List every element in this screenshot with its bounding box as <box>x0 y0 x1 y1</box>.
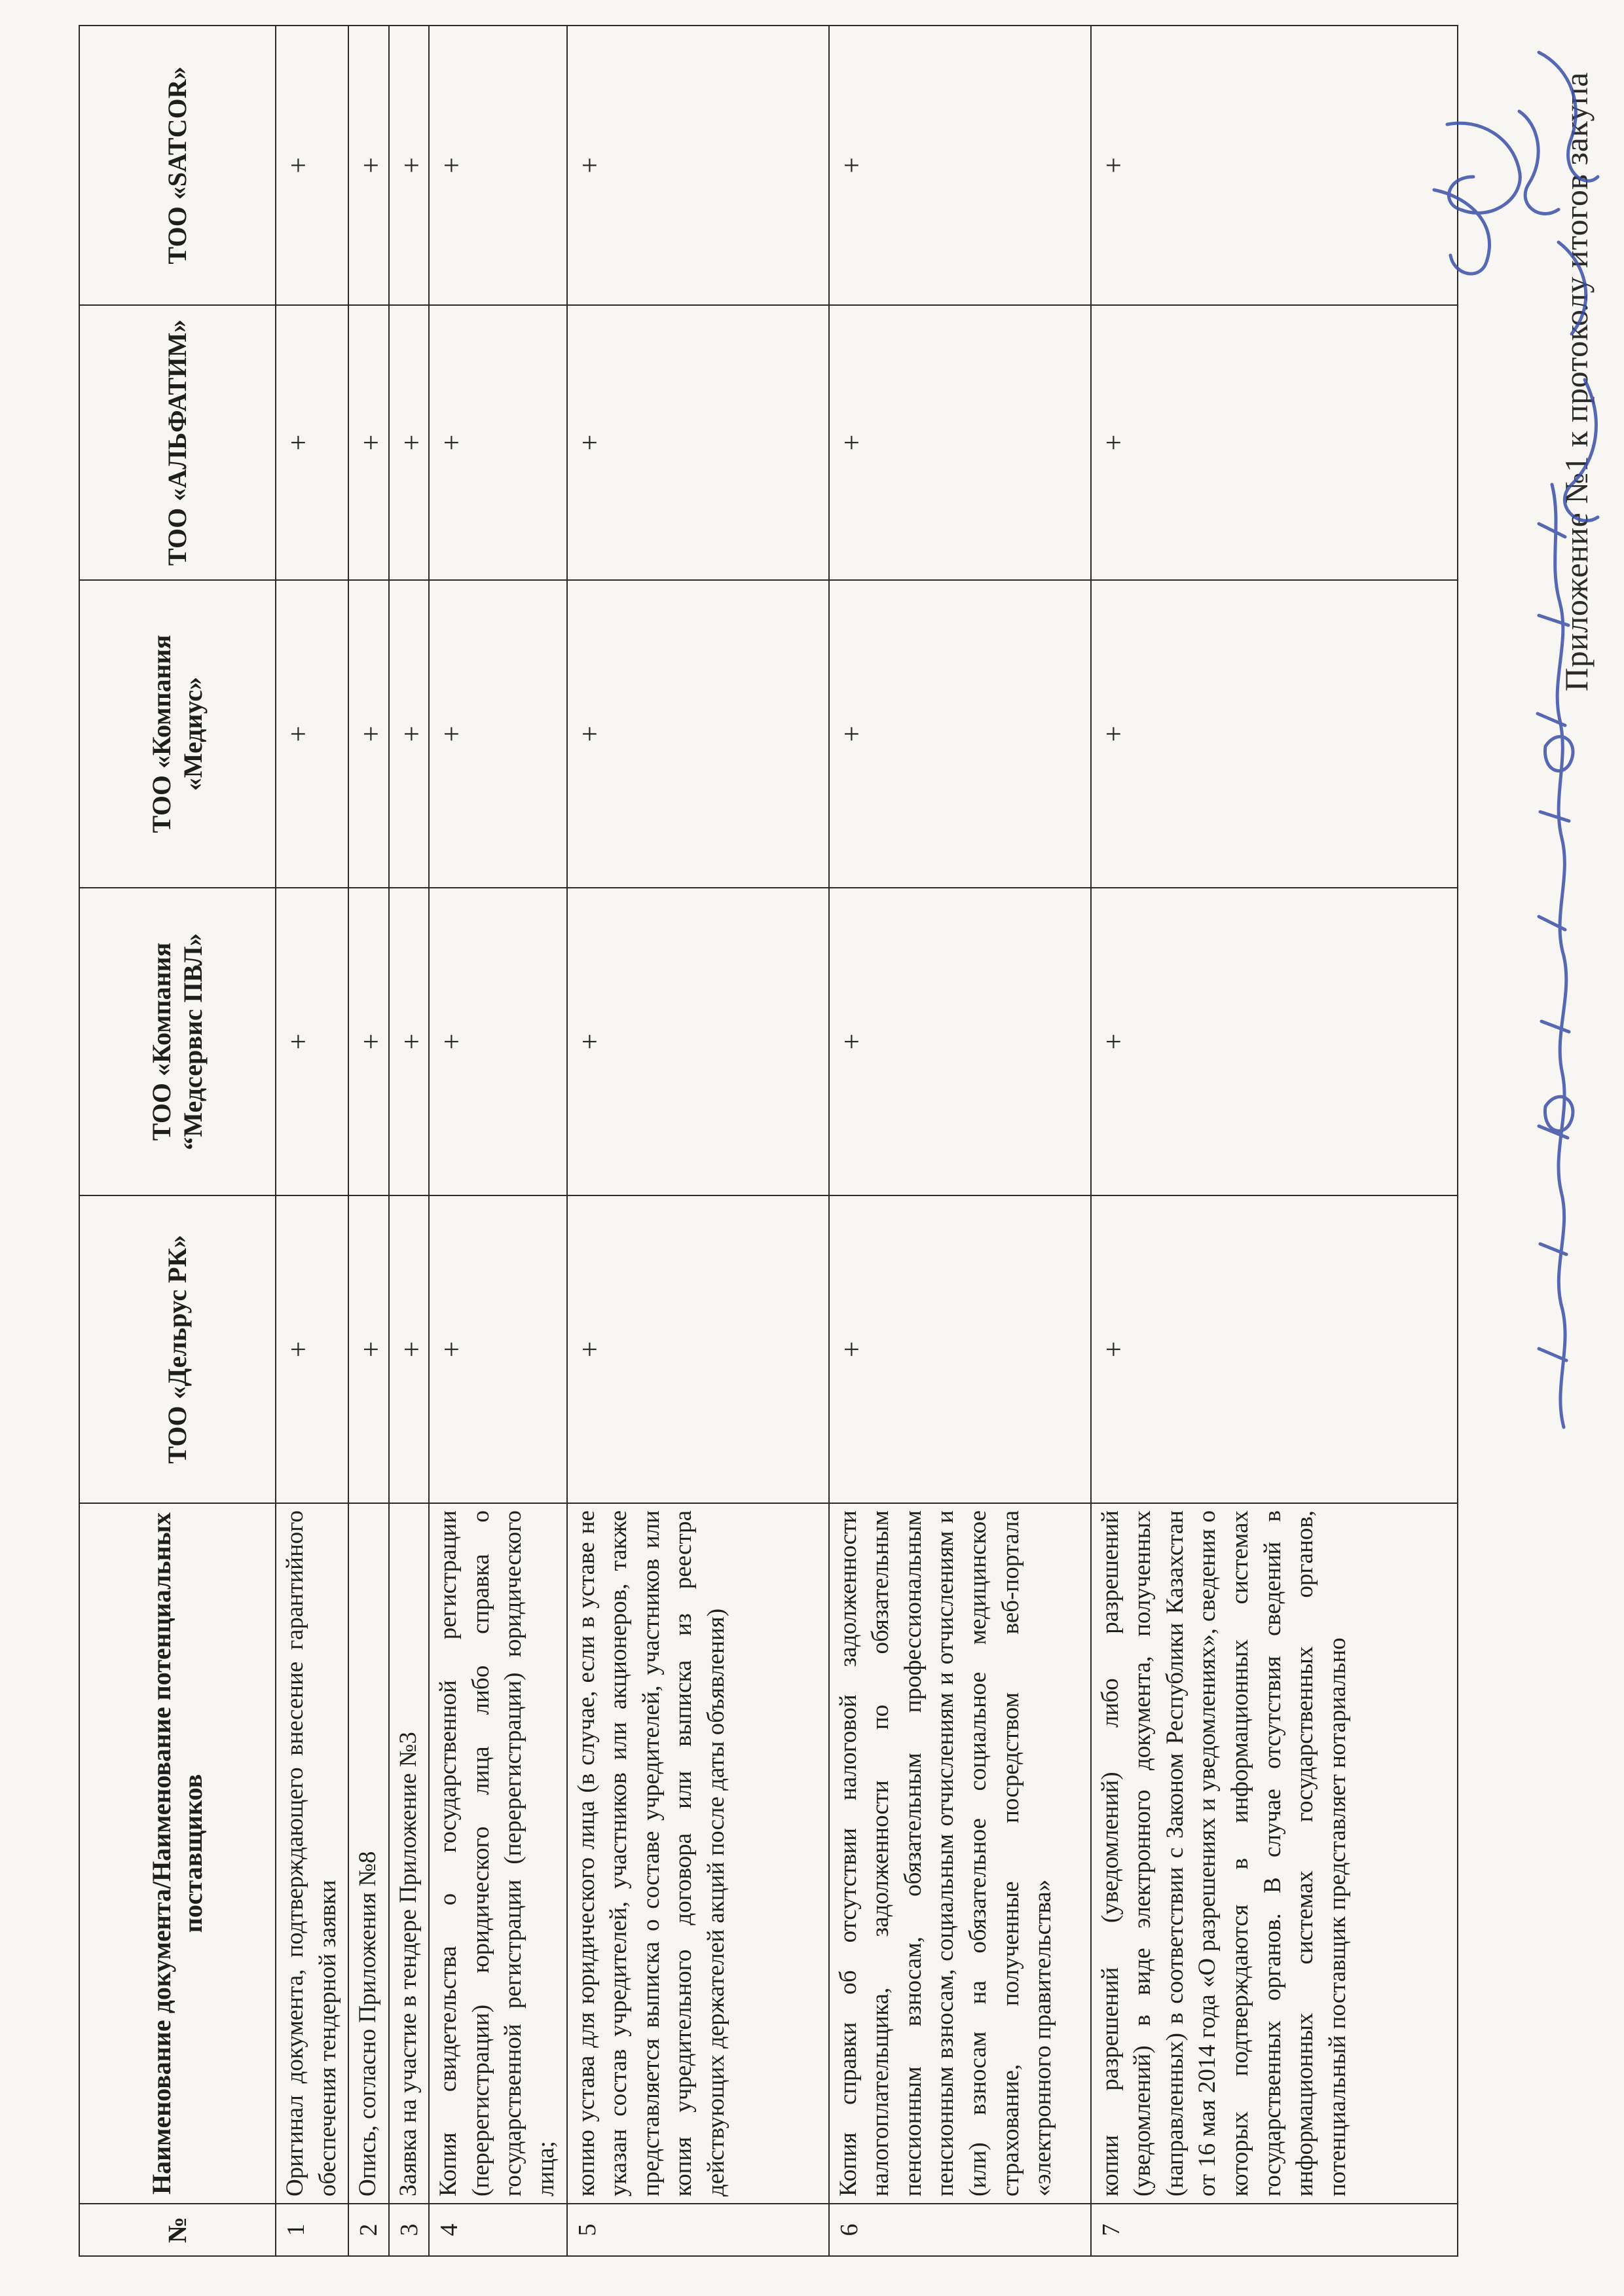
mark-cell: + <box>348 580 389 888</box>
header-supplier-delrus: ТОО «Дельрус РК» <box>79 1195 276 1503</box>
mark-cell: + <box>389 888 430 1195</box>
row-requirement: Копия справки об отсутствии налоговой задолженности налогоплательщика, задолженности по обязательным пенсионным взносам, обязательным профессиональным пенсионным взносам, социальным отчислениям и отчислениям и (или) взносам на обязательное социальное медицинское страхование, полученные посредством веб-портала «электронного правительства» <box>829 1503 1091 2204</box>
mark-cell: + <box>348 1195 389 1503</box>
mark-cell: + <box>389 305 430 580</box>
mark-cell: + <box>1091 26 1458 305</box>
mark-cell: + <box>1091 888 1458 1195</box>
table-row <box>829 26 1091 2256</box>
evaluation-table <box>79 25 1458 2257</box>
row-number: 3 <box>389 2204 430 2256</box>
mark-cell: + <box>348 26 389 305</box>
row-number: 1 <box>276 2204 348 2256</box>
mark-cell: + <box>429 305 566 580</box>
row-requirement: Опись, согласно Приложения №8 <box>348 1503 389 2204</box>
mark-cell: + <box>1091 1195 1458 1503</box>
mark-cell: + <box>1091 580 1458 888</box>
mark-cell: + <box>567 888 829 1195</box>
row-number: 7 <box>1091 2204 1458 2256</box>
header-num: № <box>79 2204 276 2256</box>
mark-cell: + <box>567 26 829 305</box>
mark-cell: + <box>276 1195 348 1503</box>
row-number: 5 <box>567 2204 829 2256</box>
mark-cell: + <box>829 888 1091 1195</box>
mark-cell: + <box>829 1195 1091 1503</box>
mark-cell: + <box>567 1195 829 1503</box>
row-number: 2 <box>348 2204 389 2256</box>
mark-cell: + <box>276 305 348 580</box>
mark-cell: + <box>276 580 348 888</box>
row-requirement: Копия свидетельства о государственной регистрации (перерегистрации) юридического лица либо справка о государственной регистрации (перерегистрации) юридического лица; <box>429 1503 566 2204</box>
header-supplier-satcor: ТОО «SATCOR» <box>79 26 276 305</box>
header-document-name: Наименование документа/Наименование потенциальных поставщиков <box>79 1503 276 2204</box>
mark-cell: + <box>829 26 1091 305</box>
table-row <box>389 26 430 2256</box>
table-row <box>429 26 566 2256</box>
row-requirement: Оригинал документа, подтверждающего внесение гарантийного обеспечения тендерной заявки <box>276 1503 348 2204</box>
mark-cell: + <box>829 305 1091 580</box>
mark-cell: + <box>389 580 430 888</box>
mark-cell: + <box>429 1195 566 1503</box>
mark-cell: + <box>429 26 566 305</box>
header-supplier-medius: ТОО «Компания «Медиус» <box>79 580 276 888</box>
row-requirement: Заявка на участие в тендере Приложение №3 <box>389 1503 430 2204</box>
header-supplier-medservis: ТОО «Компания “Медсервис ПВЛ» <box>79 888 276 1195</box>
mark-cell: + <box>567 580 829 888</box>
mark-cell: + <box>429 580 566 888</box>
mark-cell: + <box>348 888 389 1195</box>
row-number: 4 <box>429 2204 566 2256</box>
handwritten-signatures <box>1388 26 1624 2278</box>
appendix-caption: Приложение №1 к протоколу итогов закупа <box>1558 72 1595 691</box>
mark-cell: + <box>429 888 566 1195</box>
row-requirement: копию устава для юридического лица (в случае, если в уставе не указан состав учредителей, участников или акционеров, также представляется выписка о составе учредителей, участников или копия учредительного договора или выписка из реестра действующих держателей акций после даты объявления) <box>567 1503 829 2204</box>
table-header-row <box>79 26 276 2256</box>
row-number: 6 <box>829 2204 1091 2256</box>
table-row <box>276 26 348 2256</box>
mark-cell: + <box>1091 305 1458 580</box>
table-row <box>348 26 389 2256</box>
row-requirement: копии разрешений (уведомлений) либо разрешений (уведомлений) в виде электронного документа, полученных (направленных) в соответствии с Законом Республики Казахстан от 16 мая 2014 года «О разрешениях и уведомлениях», сведения о которых подтверждаются в информационных системах государственных органов. В случае отсутствия сведений в информационных системах государственных органов, потенциальный поставщик представляет нотариально <box>1091 1503 1458 2204</box>
header-supplier-alfatim: ТОО «АЛЬФАТИМ» <box>79 305 276 580</box>
mark-cell: + <box>276 888 348 1195</box>
mark-cell: + <box>829 580 1091 888</box>
mark-cell: + <box>389 1195 430 1503</box>
mark-cell: + <box>276 26 348 305</box>
mark-cell: + <box>348 305 389 580</box>
mark-cell: + <box>389 26 430 305</box>
table-row <box>567 26 829 2256</box>
mark-cell: + <box>567 305 829 580</box>
